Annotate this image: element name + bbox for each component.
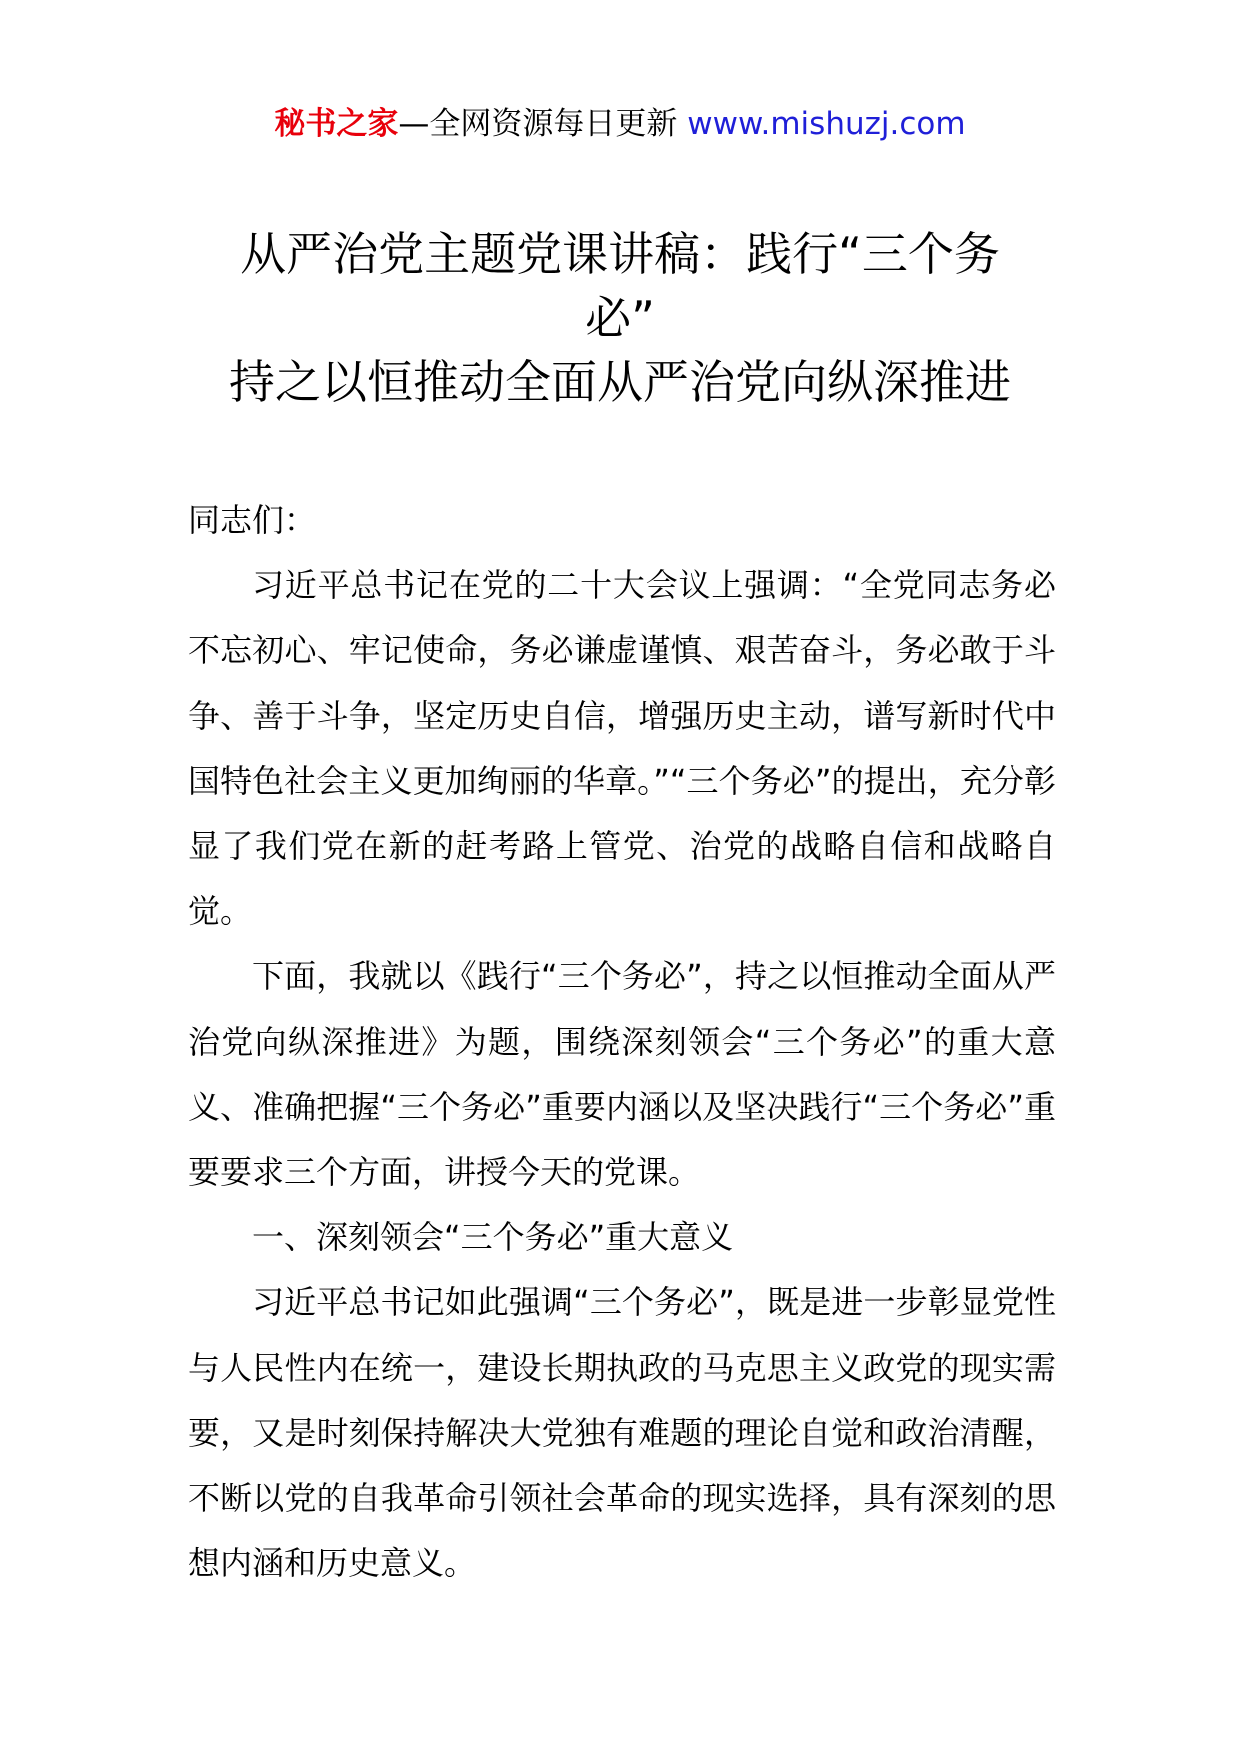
salutation: 同志们： — [188, 501, 317, 539]
title-line-3: 持之以恒推动全面从严治党向纵深推进 — [229, 355, 1011, 409]
paragraph-1: 习近平总书记在党的二十大会议上强调：“全党同志务必不忘初心、牢记使命，务必谦虚谨慎、艰苦奋斗，务必敢于斗争、善于斗争，坚定历史自信，增强历史主动，谱写新时代中国特色社会主义更加绚丽的华章。”“三个务必”的提出，充分彰显了我们党在新的赶考路上管党、治党的战略自信和战略自觉。 — [188, 566, 1056, 931]
document-body — [188, 488, 1056, 1596]
site-url-link[interactable]: www.mishuzj.com — [687, 106, 966, 142]
brand-name: 秘书之家 — [274, 106, 399, 142]
title-line-2: 必” — [585, 291, 655, 345]
section-heading-1: 一、深刻领会“三个务必”重大意义 — [252, 1218, 734, 1257]
paragraph-3: 习近平总书记如此强调“三个务必”，既是进一步彰显党性与人民性内在统一，建设长期执政的马克思主义政党的现实需要，又是时刻保持解决大党独有难题的理论自觉和政治清醒，不断以党的自我革命引领社会革命的现实选择，具有深刻的思想内涵和历史意义。 — [188, 1283, 1056, 1583]
document-title — [200, 222, 1040, 414]
site-header — [0, 102, 1240, 146]
title-line-1: 从严治党主题党课讲稿：践行“三个务 — [240, 227, 1000, 281]
header-tagline: —全网资源每日更新 — [398, 106, 688, 142]
paragraph-2: 下面，我就以《践行“三个务必”，持之以恒推动全面从严治党向纵深推进》为题，围绕深刻领会“三个务必”的重大意义、准确把握“三个务必”重要内涵以及坚决践行“三个务必”重要要求三个方面，讲授今天的党课。 — [188, 957, 1056, 1192]
